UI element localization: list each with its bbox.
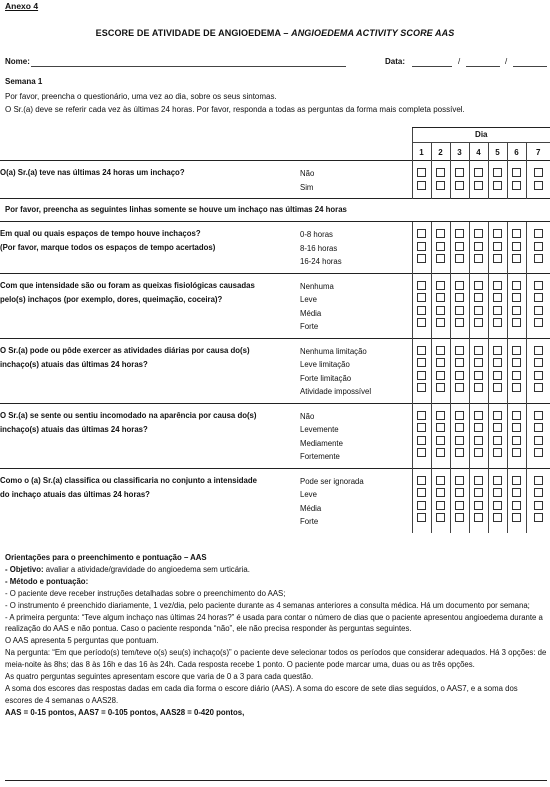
answer-checkbox[interactable] <box>436 281 445 290</box>
name-field[interactable] <box>31 57 346 67</box>
annex-label: Anexo 4 <box>5 1 39 11</box>
header-row <box>0 128 550 143</box>
answer-checkbox[interactable] <box>474 281 483 290</box>
answer-checkbox[interactable] <box>417 358 426 367</box>
day-answer-column <box>450 222 469 274</box>
answer-option: Fortemente <box>300 452 340 461</box>
day-answer-column <box>431 273 450 338</box>
answer-checkbox[interactable] <box>493 254 502 263</box>
answer-checkbox[interactable] <box>512 423 521 432</box>
intro-line-1: Por favor, preencha o questionário, uma vez ao dia, sobre os seus sintomas. <box>5 92 277 101</box>
day-answer-column <box>507 161 526 199</box>
answer-option: Nenhuma <box>300 281 334 291</box>
answer-checkbox[interactable] <box>436 318 445 327</box>
answer-option: Pode ser ignorada <box>300 476 364 486</box>
answer-checkbox[interactable] <box>417 293 426 302</box>
day-answer-column <box>412 222 431 274</box>
answer-checkbox[interactable] <box>534 358 543 367</box>
answer-checkbox[interactable] <box>474 371 483 380</box>
answer-checkbox[interactable] <box>455 423 464 432</box>
instruction-line: - O paciente deve receber instruções detalhadas sobre o preenchimento do AAS; <box>5 588 286 598</box>
answer-checkbox[interactable] <box>512 513 521 522</box>
answer-checkbox[interactable] <box>493 436 502 445</box>
instructions-heading: Orientações para o preenchimento e pontuação – AAS <box>5 553 207 562</box>
question-line: (Por favor, marque todos os espaços de tempo acertados) <box>0 243 216 252</box>
answer-checkbox[interactable] <box>474 411 483 420</box>
answer-checkbox[interactable] <box>474 423 483 432</box>
answer-checkbox[interactable] <box>534 371 543 380</box>
day-answer-column <box>469 222 488 274</box>
answer-checkbox[interactable] <box>534 436 543 445</box>
date-year-field[interactable] <box>513 57 547 67</box>
answer-option: Leve <box>300 295 317 304</box>
answer-checkbox[interactable] <box>493 501 502 510</box>
day-answer-column <box>507 338 526 403</box>
question-text <box>0 338 300 403</box>
question-line: O Sr.(a) se sente ou sentiu incomodado na aparência por causa do(s) <box>0 410 257 420</box>
answer-option: Forte <box>300 322 319 331</box>
answer-checkbox[interactable] <box>534 281 543 290</box>
day-answer-column <box>412 273 431 338</box>
instruction-line: Na pergunta: “Em que período(s) tem/teve o(s) seu(s) inchaço(s)” o paciente deve selecionar todos os períodos que considerar adequados. Há 3 opções: de meia-noite às 8hs; das 8 às 16h e das 16 às 24h. Cada resposta recebe 1 ponto. O paciente pode marcar uma, duas ou as três opções. <box>5 648 547 670</box>
day-answer-column <box>431 161 450 199</box>
answer-checkbox[interactable] <box>534 242 543 251</box>
day-answer-column <box>450 161 469 199</box>
answer-checkbox[interactable] <box>417 346 426 355</box>
answer-checkbox[interactable] <box>436 411 445 420</box>
question-line: O Sr.(a) pode ou pôde exercer as atividades diárias por causa do(s) <box>0 345 250 355</box>
instruction-line: - O instrumento é preenchido diariamente, 1 vez/dia, pelo paciente durante as 4 semanas anteriores a consulta médica. Há um documento por semana; <box>5 600 530 610</box>
answer-checkbox[interactable] <box>474 383 483 392</box>
answer-checkbox[interactable] <box>417 501 426 510</box>
instructions <box>5 552 547 719</box>
answer-checkbox[interactable] <box>417 168 426 177</box>
answer-option: Sim <box>300 182 314 192</box>
answer-checkbox[interactable] <box>493 293 502 302</box>
answer-checkbox[interactable] <box>493 448 502 457</box>
answer-checkbox[interactable] <box>493 181 502 190</box>
answer-checkbox[interactable] <box>493 229 502 238</box>
question-line: Em qual ou quais espaços de tempo houve inchaços? <box>0 229 201 238</box>
answer-checkbox[interactable] <box>436 501 445 510</box>
answer-checkbox[interactable] <box>474 229 483 238</box>
answer-checkbox[interactable] <box>436 513 445 522</box>
answer-checkbox[interactable] <box>512 346 521 355</box>
name-label: Nome: <box>5 57 30 66</box>
answer-checkbox[interactable] <box>534 411 543 420</box>
day-answer-column <box>488 403 507 468</box>
answer-checkbox[interactable] <box>493 358 502 367</box>
answer-checkbox[interactable] <box>512 488 521 497</box>
answer-checkbox[interactable] <box>534 423 543 432</box>
method-label: - Método e pontuação: <box>5 576 89 586</box>
day-answer-column <box>469 338 488 403</box>
instruction-line: A soma dos escores das respostas dadas em cada dia forma o escore diário (AAS). A soma do escore de sete dias seguidos, o AAS7, e a soma dos escores de 4 semanas o AAS28. <box>5 683 518 705</box>
answer-checkbox[interactable] <box>534 306 543 315</box>
question-line: pelo(s) inchaços (por exemplo, dores, queimação, coceira)? <box>0 294 223 304</box>
answer-checkbox[interactable] <box>474 448 483 457</box>
answer-option: Forte <box>300 517 319 526</box>
answer-checkbox[interactable] <box>474 254 483 263</box>
day-answer-column <box>431 222 450 274</box>
answer-checkbox[interactable] <box>493 306 502 315</box>
instruction-line: - A primeira pergunta: “Teve algum inchaço nas últimas 24 horas?” é usada para contar o número de dias que o paciente apresentou angioedema durante a realização do AAS e não pontua. Caso o paciente responda “não”, ele não precisa responder às perguntas seguintes. <box>5 612 543 634</box>
question-line: inchaço(s) atuais das últimas 24 horas? <box>0 359 148 369</box>
header-spacer <box>0 128 412 143</box>
answer-checkbox[interactable] <box>417 411 426 420</box>
answer-option: Nenhuma limitação <box>300 346 367 356</box>
answer-checkbox[interactable] <box>436 306 445 315</box>
answer-checkbox[interactable] <box>512 436 521 445</box>
answer-checkbox[interactable] <box>436 293 445 302</box>
answer-checkbox[interactable] <box>455 242 464 251</box>
answer-checkbox[interactable] <box>417 513 426 522</box>
answer-options <box>300 468 412 533</box>
answer-checkbox[interactable] <box>474 306 483 315</box>
day-answer-column <box>507 468 526 533</box>
day-answer-column <box>507 403 526 468</box>
answer-checkbox[interactable] <box>436 242 445 251</box>
answer-checkbox[interactable] <box>455 229 464 238</box>
answer-option: 16-24 horas <box>300 257 342 266</box>
answer-checkbox[interactable] <box>512 448 521 457</box>
day-answer-column <box>412 403 431 468</box>
answer-checkbox[interactable] <box>493 476 502 485</box>
question-row <box>0 161 550 199</box>
answer-checkbox[interactable] <box>493 318 502 327</box>
instruction-line: As quatro perguntas seguintes apresentam escore que varia de 0 a 3 para cada questão. <box>5 672 314 682</box>
answer-checkbox[interactable] <box>512 371 521 380</box>
answer-checkbox[interactable] <box>474 513 483 522</box>
answer-checkbox[interactable] <box>455 168 464 177</box>
answer-checkbox[interactable] <box>474 293 483 302</box>
day-number: 4 <box>469 143 488 161</box>
title-pt: ESCORE DE ATIVIDADE DE ANGIOEDEMA – <box>95 28 292 38</box>
answer-checkbox[interactable] <box>534 501 543 510</box>
symptom-grid <box>0 127 550 533</box>
instruction-line: O AAS apresenta 5 perguntas que pontuam. <box>5 636 159 646</box>
answer-checkbox[interactable] <box>493 383 502 392</box>
answer-option: Não <box>300 169 315 178</box>
day-answer-column <box>469 468 488 533</box>
answer-checkbox[interactable] <box>474 476 483 485</box>
answer-checkbox[interactable] <box>534 229 543 238</box>
answer-checkbox[interactable] <box>474 488 483 497</box>
answer-checkbox[interactable] <box>493 346 502 355</box>
answer-checkbox[interactable] <box>417 229 426 238</box>
date-label: Data: <box>385 57 406 66</box>
question-row <box>0 338 550 403</box>
answer-checkbox[interactable] <box>417 476 426 485</box>
answer-checkbox[interactable] <box>436 448 445 457</box>
answer-checkbox[interactable] <box>455 293 464 302</box>
day-answer-column <box>526 403 550 468</box>
answer-checkbox[interactable] <box>493 423 502 432</box>
answer-checkbox[interactable] <box>534 168 543 177</box>
answer-checkbox[interactable] <box>455 411 464 420</box>
answer-checkbox[interactable] <box>534 181 543 190</box>
answer-checkbox[interactable] <box>436 254 445 263</box>
answer-checkbox[interactable] <box>455 371 464 380</box>
answer-checkbox[interactable] <box>534 448 543 457</box>
answer-checkbox[interactable] <box>534 383 543 392</box>
day-header: Dia <box>412 128 550 143</box>
answer-checkbox[interactable] <box>455 436 464 445</box>
day-answer-column <box>412 161 431 199</box>
answer-checkbox[interactable] <box>455 346 464 355</box>
day-number: 2 <box>431 143 450 161</box>
question-row <box>0 403 550 468</box>
answer-checkbox[interactable] <box>512 254 521 263</box>
answer-checkbox[interactable] <box>455 254 464 263</box>
answer-checkbox[interactable] <box>455 281 464 290</box>
answer-checkbox[interactable] <box>417 436 426 445</box>
answer-option: Levemente <box>300 425 339 434</box>
answer-checkbox[interactable] <box>417 242 426 251</box>
question-text <box>0 273 300 338</box>
answer-checkbox[interactable] <box>417 448 426 457</box>
question-line: inchaço(s) atuais das últimas 24 horas? <box>0 424 148 434</box>
answer-option: Atividade impossível <box>300 387 372 396</box>
answer-checkbox[interactable] <box>455 181 464 190</box>
answer-checkbox[interactable] <box>493 281 502 290</box>
section-note-row <box>0 199 550 222</box>
answer-checkbox[interactable] <box>512 168 521 177</box>
day-answer-column <box>526 273 550 338</box>
date-separator: / <box>505 57 508 66</box>
day-answer-column <box>431 468 450 533</box>
answer-checkbox[interactable] <box>534 488 543 497</box>
day-answer-column <box>488 468 507 533</box>
answer-checkbox[interactable] <box>436 346 445 355</box>
answer-checkbox[interactable] <box>455 513 464 522</box>
objective-label: - Objetivo: <box>5 564 44 574</box>
answer-checkbox[interactable] <box>474 168 483 177</box>
answer-checkbox[interactable] <box>436 168 445 177</box>
answer-checkbox[interactable] <box>455 358 464 367</box>
question-text <box>0 403 300 468</box>
answer-checkbox[interactable] <box>417 318 426 327</box>
answer-checkbox[interactable] <box>512 476 521 485</box>
week-label: Semana 1 <box>5 77 43 86</box>
answer-checkbox[interactable] <box>493 411 502 420</box>
answer-checkbox[interactable] <box>474 242 483 251</box>
day-answer-column <box>450 273 469 338</box>
day-answer-column <box>469 273 488 338</box>
answer-checkbox[interactable] <box>417 423 426 432</box>
answer-checkbox[interactable] <box>474 436 483 445</box>
question-row <box>0 222 550 274</box>
answer-checkbox[interactable] <box>455 318 464 327</box>
date-separator: / <box>458 57 461 66</box>
answer-options <box>300 161 412 199</box>
day-answer-column <box>526 222 550 274</box>
question-text <box>0 222 300 274</box>
answer-checkbox[interactable] <box>455 383 464 392</box>
answer-checkbox[interactable] <box>493 488 502 497</box>
day-answer-column <box>526 338 550 403</box>
answer-option: Leve <box>300 490 317 499</box>
day-number: 5 <box>488 143 507 161</box>
answer-option: Forte limitação <box>300 373 352 383</box>
intro-line-2: O Sr.(a) deve se referir cada vez às últimas 24 horas. Por favor, responda a todas as perguntas da forma mais completa possível. <box>5 105 465 114</box>
answer-option: Média <box>300 308 322 318</box>
answer-checkbox[interactable] <box>512 383 521 392</box>
answer-checkbox[interactable] <box>417 281 426 290</box>
answer-checkbox[interactable] <box>534 318 543 327</box>
answer-checkbox[interactable] <box>455 448 464 457</box>
answer-checkbox[interactable] <box>512 181 521 190</box>
bottom-divider <box>5 780 547 781</box>
answer-checkbox[interactable] <box>474 346 483 355</box>
answer-checkbox[interactable] <box>534 476 543 485</box>
question-line: O(a) Sr.(a) teve nas últimas 24 horas um inchaço? <box>0 168 185 177</box>
title-en: ANGIOEDEMA ACTIVITY SCORE AAS <box>291 28 455 38</box>
answer-checkbox[interactable] <box>417 181 426 190</box>
answer-checkbox[interactable] <box>512 281 521 290</box>
day-answer-column <box>469 403 488 468</box>
answer-options <box>300 338 412 403</box>
answer-option: Não <box>300 411 315 421</box>
answer-checkbox[interactable] <box>436 181 445 190</box>
answer-options <box>300 273 412 338</box>
day-number: 7 <box>526 143 550 161</box>
answer-options <box>300 403 412 468</box>
answer-checkbox[interactable] <box>417 254 426 263</box>
answer-checkbox[interactable] <box>512 501 521 510</box>
answer-checkbox[interactable] <box>493 371 502 380</box>
answer-checkbox[interactable] <box>436 383 445 392</box>
answer-checkbox[interactable] <box>534 254 543 263</box>
day-answer-column <box>450 338 469 403</box>
question-line: Com que intensidade são ou foram as queixas fisiológicas causadas <box>0 280 255 290</box>
answer-checkbox[interactable] <box>474 318 483 327</box>
page-title <box>0 28 550 38</box>
answer-checkbox[interactable] <box>534 293 543 302</box>
question-row <box>0 273 550 338</box>
day-answer-column <box>526 468 550 533</box>
header-spacer <box>0 143 412 161</box>
day-answer-column <box>412 338 431 403</box>
day-answer-column <box>412 468 431 533</box>
answer-checkbox[interactable] <box>436 229 445 238</box>
answer-checkbox[interactable] <box>455 476 464 485</box>
answer-checkbox[interactable] <box>512 306 521 315</box>
answer-options <box>300 222 412 274</box>
answer-checkbox[interactable] <box>512 242 521 251</box>
answer-checkbox[interactable] <box>512 229 521 238</box>
day-number-row <box>0 143 550 161</box>
answer-checkbox[interactable] <box>534 513 543 522</box>
answer-checkbox[interactable] <box>436 371 445 380</box>
date-day-field[interactable] <box>412 57 452 67</box>
question-text <box>0 161 300 199</box>
objective-text: avaliar a atividade/gravidade do angioedema sem urticária. <box>43 564 250 574</box>
answer-option: 0-8 horas <box>300 230 333 239</box>
answer-checkbox[interactable] <box>436 476 445 485</box>
day-answer-column <box>507 273 526 338</box>
answer-checkbox[interactable] <box>417 488 426 497</box>
day-answer-column <box>488 338 507 403</box>
answer-checkbox[interactable] <box>417 383 426 392</box>
header-form <box>5 57 545 69</box>
answer-checkbox[interactable] <box>512 411 521 420</box>
question-line: do inchaço atuais das últimas 24 horas? <box>0 489 150 499</box>
answer-checkbox[interactable] <box>455 306 464 315</box>
answer-checkbox[interactable] <box>474 501 483 510</box>
answer-option: Média <box>300 503 322 513</box>
answer-checkbox[interactable] <box>493 168 502 177</box>
answer-option: Mediamente <box>300 438 343 448</box>
day-answer-column <box>469 161 488 199</box>
question-text <box>0 468 300 533</box>
answer-checkbox[interactable] <box>512 358 521 367</box>
answer-option: Leve limitação <box>300 360 350 369</box>
answer-checkbox[interactable] <box>436 436 445 445</box>
answer-checkbox[interactable] <box>436 488 445 497</box>
answer-checkbox[interactable] <box>455 488 464 497</box>
answer-checkbox[interactable] <box>474 181 483 190</box>
day-answer-column <box>431 338 450 403</box>
date-month-field[interactable] <box>466 57 500 67</box>
answer-checkbox[interactable] <box>436 423 445 432</box>
answer-checkbox[interactable] <box>512 293 521 302</box>
day-number: 6 <box>507 143 526 161</box>
answer-checkbox[interactable] <box>455 501 464 510</box>
question-row <box>0 468 550 533</box>
answer-option: 8-16 horas <box>300 243 338 253</box>
section-note: Por favor, preencha as seguintes linhas somente se houve um inchaço nas últimas 24 horas <box>0 199 550 222</box>
answer-checkbox[interactable] <box>493 513 502 522</box>
day-answer-column <box>488 273 507 338</box>
answer-checkbox[interactable] <box>417 306 426 315</box>
answer-checkbox[interactable] <box>512 318 521 327</box>
day-answer-column <box>431 403 450 468</box>
score-ranges: AAS = 0-15 pontos, AAS7 = 0-105 pontos, AAS28 = 0-420 pontos, <box>5 707 245 717</box>
answer-checkbox[interactable] <box>534 346 543 355</box>
answer-checkbox[interactable] <box>417 371 426 380</box>
answer-checkbox[interactable] <box>474 358 483 367</box>
day-answer-column <box>450 403 469 468</box>
day-answer-column <box>450 468 469 533</box>
day-number: 1 <box>412 143 431 161</box>
answer-checkbox[interactable] <box>436 358 445 367</box>
day-number: 3 <box>450 143 469 161</box>
day-answer-column <box>488 161 507 199</box>
answer-checkbox[interactable] <box>493 242 502 251</box>
question-line: Como o (a) Sr.(a) classifica ou classificaria no conjunto a intensidade <box>0 475 257 485</box>
day-answer-column <box>526 161 550 199</box>
day-answer-column <box>488 222 507 274</box>
day-answer-column <box>507 222 526 274</box>
